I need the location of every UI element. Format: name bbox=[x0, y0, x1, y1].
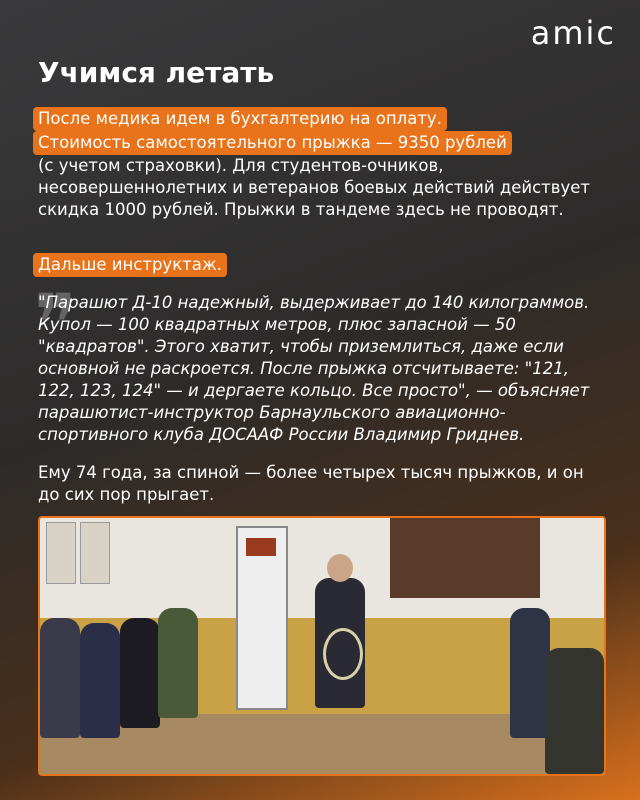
instructor-bio: Ему 74 года, за спиной — более четырех тысяч прыжков, и он до сих пор прыгает. bbox=[38, 463, 584, 504]
photo-instructor-head bbox=[327, 554, 353, 582]
photo-audience bbox=[120, 618, 160, 728]
instructor-quote: "Парашют Д-10 надежный, выдерживает до 140 килограммов. Купол — 100 квадратных метров, плюс запасной — 50 "квадратов". Этого хватит, чтобы приземлиться, даже если основной не раскроется. После прыжка отсчитываете: "121, 122, 123, 124" — и дергаете кольцо. Все просто", — объясняет парашютист-инструктор Барнаульского авиационно-спортивного клуба ДОСААФ России Владимир Гриднев. bbox=[38, 293, 590, 444]
discount-text: (с учетом страховки). Для студентов-очников, несовершеннолетних и ветеранов боевых действий действует скидка 1000 рублей. Прыжки в тандеме здесь не проводят. bbox=[38, 156, 591, 219]
intro-paragraph bbox=[38, 107, 598, 221]
amic-logo: amic bbox=[530, 14, 616, 52]
photo-door-sign bbox=[246, 538, 276, 556]
quote-mark-icon: ❞ bbox=[34, 277, 78, 370]
briefing-heading bbox=[38, 253, 598, 277]
photo-rope bbox=[323, 628, 363, 680]
photo-audience bbox=[158, 608, 198, 718]
photo-audience bbox=[80, 623, 120, 738]
photo-door bbox=[236, 526, 288, 710]
photo-poster bbox=[46, 522, 76, 584]
photo-board bbox=[390, 518, 540, 598]
highlight-price: Стоимость самостоятельного прыжка — 9350 рублей bbox=[33, 131, 512, 155]
photo-poster bbox=[80, 522, 110, 584]
photo-audience bbox=[40, 618, 80, 738]
page-title: Учимся летать bbox=[38, 56, 275, 89]
photo-audience bbox=[545, 648, 604, 774]
photo-audience bbox=[510, 608, 550, 738]
briefing-photo bbox=[38, 516, 606, 776]
highlight-payment: После медика идем в бухгалтерию на оплату. bbox=[33, 107, 447, 131]
highlight-briefing: Дальше инструктаж. bbox=[33, 253, 227, 277]
